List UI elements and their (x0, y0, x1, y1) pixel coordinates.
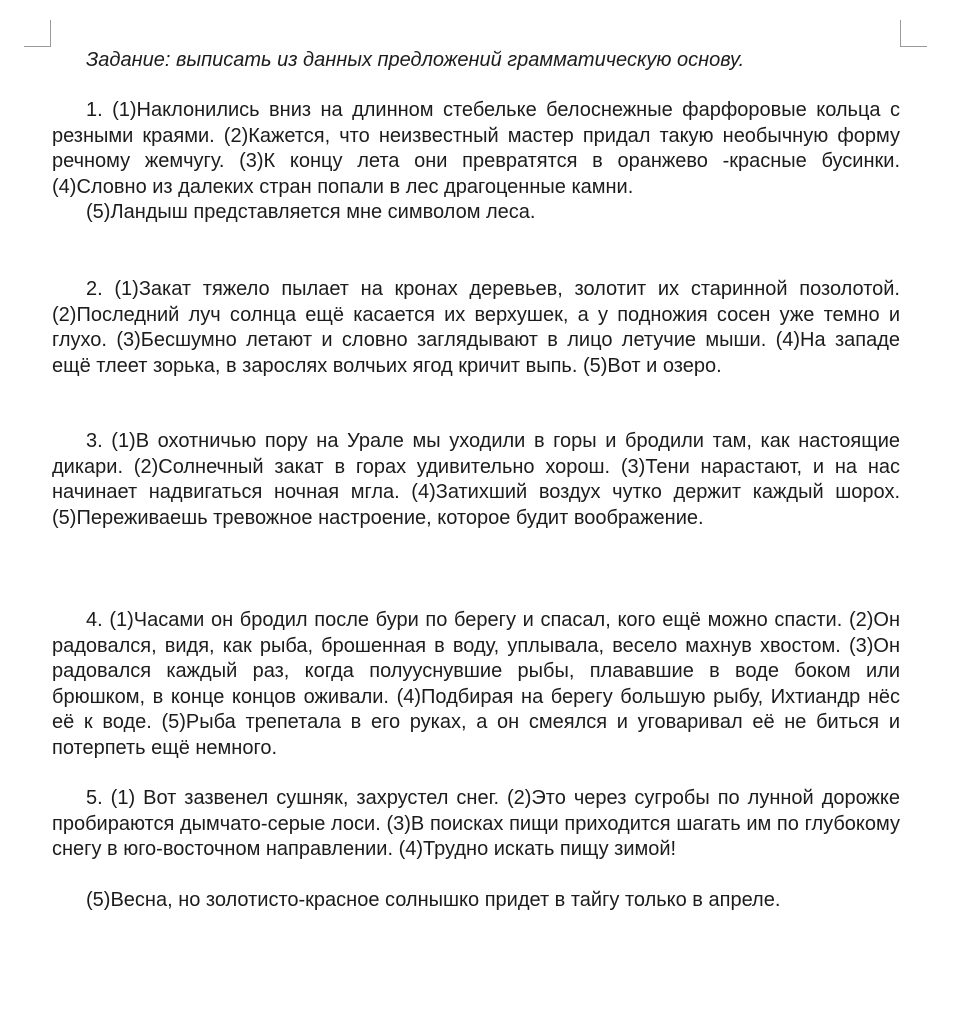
task-5-paragraph: 5. (1) Вот зазвенел сушняк, захрустел снег. (2)Это через сугробы по лунной дорожке пробираются дымчато-серые лоси. (3)В поисках пищи приходится шагать им по глубокому снегу в юго-восточном направлении. (4)Трудно искать пищу зимой! (52, 787, 900, 860)
task-3-paragraph: 3. (1)В охотничью пору на Урале мы уходили в горы и бродили там, как настоящие дикари. (2)Солнечный закат в горах удивительно хорош. (3)Тени нарастают, и на нас начинает надвигаться ночная мгла. (4)Затихший воздух чутко держит каждый шорох. (5)Переживаешь тревожное настроение, которое будит воображение. (52, 430, 900, 529)
task-2-paragraph: 2. (1)Закат тяжело пылает на кронах деревьев, золотит их старинной позолотой. (2)Последний луч солнца ещё касается их верхушек, а у подножия сосен уже темно и глухо. (3)Бесшумно летают и словно заглядывают в лицо летучие мыши. (4)На западе ещё тлеет зорька, в зарослях волчьих ягод кричит выпь. (5)Вот и озеро. (52, 278, 900, 377)
task-1-last-sentence: (5)Ландыш представляется мне символом леса. (86, 201, 536, 223)
task-1-paragraph: 1. (1)Наклонились вниз на длинном стебельке белоснежные фарфоровые кольца с резными краями. (2)Кажется, что неизвестный мастер придал такую необычную форму речному жемчугу. (3)К концу лета они превратятся в оранжево -красные бусинки. (4)Словно из далеких стран попали в лес драгоценные камни. (52, 99, 900, 198)
task-4-paragraph: 4. (1)Часами он бродил после бури по берегу и спасал, кого ещё можно спасти. (2)Он радовался, видя, как рыба, брошенная в воду, уплывала, весело махнув хвостом. (3)Он радовался каждый раз, когда полууснувшие рыбы, плававшие в воде боком или брюшком, в конце концов оживали. (4)Подбирая на берегу большую рыбу, Ихтиандр нёс её к воде. (5)Рыба трепетала в его руках, а он смеялся и уговаривал её не биться и потерпеть ещё немного. (52, 609, 900, 759)
task-5-last-sentence: (5)Весна, но золотисто-красное солнышко придет в тайгу только в апреле. (86, 889, 781, 911)
crop-mark-top-right (900, 20, 927, 47)
crop-mark-top-left (24, 20, 51, 47)
task-title: Задание: выписать из данных предложений грамматическую основу. (86, 49, 745, 71)
